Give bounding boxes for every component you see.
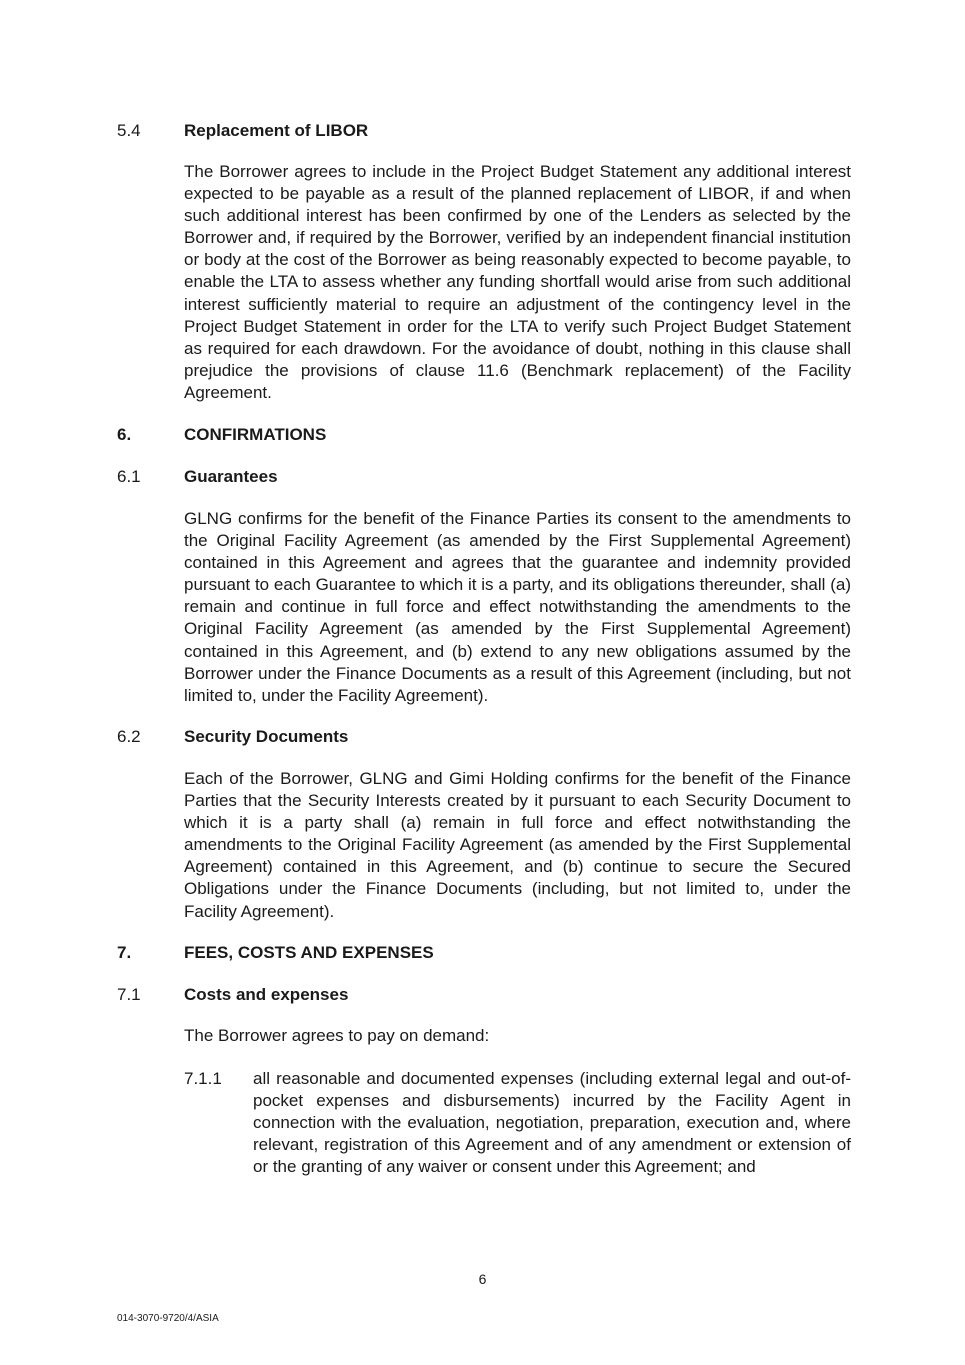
subclause-7-1-1-text: all reasonable and documented expenses (including external legal and out-of-pocket expenses and disbursements) incurred by the Facility Agent in connection with the evaluation, negotiation, preparation, execution and, where relevant, registration of this Agreement and of any amendment or extension of or the granting of any waiver or consent under this Agreement; and — [253, 1069, 851, 1177]
clause-number: 5.4 — [117, 121, 141, 140]
document-reference: 014-3070-9720/4/ASIA — [117, 1313, 219, 1324]
clause-5-4-text: The Borrower agrees to include in the Project Budget Statement any additional interest expected to be payable as a result of the planned replacement of LIBOR, if and when such additional interest has been confirmed by one of the Lenders as selected by the Borrower and, if required by the Borrower, verified by an independent financial institution or body at the cost of the Borrower as being reasonably expected to become payable, to enable the LTA to assess whether any funding shortfall would arise from such additional interest sufficiently material to require an adjustment of the contingency level in the Project Budget Statement in order for the LTA to verify such Project Budget Statement as required for each drawdown. For the avoidance of doubt, nothing in this clause shall prejudice the provisions of clause 11.6 (Benchmark replacement) of the Facility Agreement. — [184, 162, 851, 402]
clause-6-2-text: Each of the Borrower, GLNG and Gimi Holding confirms for the benefit of the Finance Parties that the Security Interests created by it pursuant to each Security Document to which it is a party shall (a) remain in full force and effect notwithstanding the amendments to the Original Facility Agreement (as amended by the First Supplemental Agreement) contained in this Agreement, and (b) continue to secure the Secured Obligations under the Finance Documents (including, but not limited to, under the Facility Agreement). — [184, 769, 851, 921]
subclause-7-1-1-number: 7.1.1 — [184, 1069, 222, 1088]
clause-title: Costs and expenses — [184, 985, 349, 1004]
clause-title: Guarantees — [184, 467, 278, 486]
page-number: 6 — [478, 1271, 487, 1287]
clause-title: Security Documents — [184, 727, 349, 746]
clause-number: 6.1 — [117, 467, 141, 486]
section-number: 7. — [117, 943, 132, 962]
section-number: 6. — [117, 425, 132, 444]
clause-number: 7.1 — [117, 985, 141, 1004]
clause-7-1-text: The Borrower agrees to pay on demand: — [184, 1026, 490, 1045]
clause-6-1-text: GLNG confirms for the benefit of the Finance Parties its consent to the amendments to the Original Facility Agreement (as amended by the First Supplemental Agreement) contained in this Agreement and agrees that the guarantee and indemnity provided pursuant to each Guarantee to which it is a party, and its obligations thereunder, shall (a) remain and continue in full force and effect notwithstanding the amendments to the Original Facility Agreement (as amended by the First Supplemental Agreement) contained in this Agreement, and (b) extend to any new obligations assumed by the Borrower under the Finance Documents as a result of this Agreement (including, but not limited to, under the Facility Agreement). — [184, 509, 851, 705]
clause-title: Replacement of LIBOR — [184, 121, 369, 140]
section-title: CONFIRMATIONS — [184, 425, 327, 444]
clause-number: 6.2 — [117, 727, 141, 746]
section-title: FEES, COSTS AND EXPENSES — [184, 943, 434, 962]
